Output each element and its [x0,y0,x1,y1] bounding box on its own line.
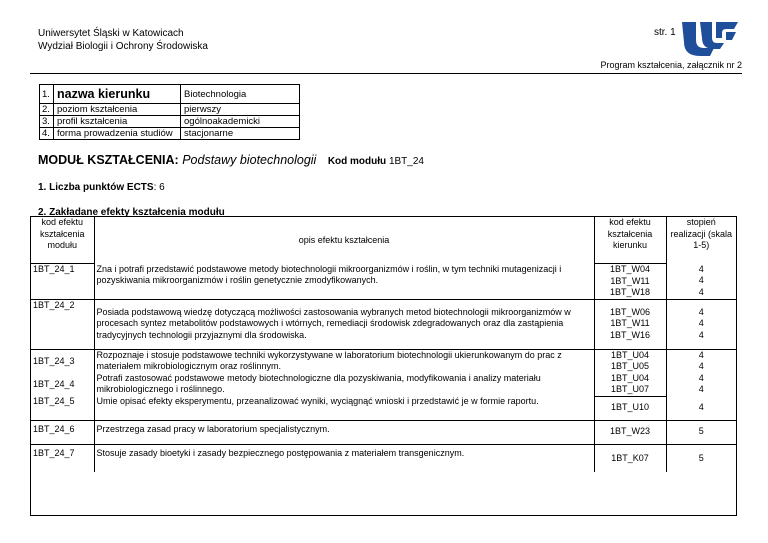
effect-program-codes [594,299,666,349]
effect-program-codes [594,420,666,444]
effect-degrees [666,264,736,300]
effect-code: 1BT_24_7 [31,444,94,472]
degree-value: 4 [698,286,704,297]
info-row-key: profil kształcenia [54,116,181,128]
info-row-number: 3. [40,116,54,128]
page-number: str. 1 [654,27,676,38]
header-institution [38,27,208,53]
info-row [40,85,300,104]
program-code: 1BT_U10 [610,402,650,413]
university-name: Uniwersytet Śląski w Katowicach [38,28,184,39]
program-code: 1BT_W16 [609,329,651,340]
program-code: 1BT_K07 [611,452,649,463]
effect-row [31,264,736,300]
info-row-number: 2. [40,104,54,116]
module-name: Podstawy biotechnologii [182,153,317,167]
degree-value: 4 [698,372,704,383]
header-description: opis efektu kształcenia [94,217,594,264]
program-code: 1BT_W06 [609,306,651,317]
program-code: 1BT_W11 [610,318,650,328]
header-program-code: kod efektu kształcenia kierunku [594,217,666,264]
info-row-number: 1. [40,85,54,104]
degree-value: 5 [698,452,704,463]
effect-description: Rozpoznaje i stosuje podstawowe techniki wykorzystywane w laboratorium biotechnologii ukierunkowanym do prac z materiałem mikrobiologicznym oraz roślinnym. [94,349,594,373]
effect-code: 1BT_24_3 [31,349,94,373]
program-code: 1BT_U04 [610,372,650,383]
effect-program-codes [594,396,666,420]
ects-label: 1. Liczba punktów ECTS [38,182,154,193]
effect-degrees [666,299,736,349]
effect-row [31,444,736,472]
effect-degrees [666,420,736,444]
annex-label: Program kształcenia, załącznik nr 2 [600,60,742,70]
degree-value: 4 [698,306,704,317]
degree-value: 4 [698,361,704,371]
effect-description: Potrafi zastosować podstawowe metody biotechnologiczne dla pozyskiwania, modyfikowania i analizy materiału mikrobiologicznego i roślinnego. [94,373,594,396]
effects-section-title: 2. Zakładane efekty kształcenia modułu [38,207,225,218]
degree-value: 4 [698,263,704,274]
module-label: MODUŁ KSZTAŁCENIA: [38,153,179,167]
learning-effects-table [31,217,736,472]
module-code-value: 1BT_24 [388,156,424,167]
effect-program-codes [594,264,666,300]
effect-degrees [666,349,736,396]
info-row [40,116,300,128]
program-code: 1BT_W04 [609,264,651,274]
programme-info-table [39,84,300,140]
effect-code: 1BT_24_5 [33,396,75,406]
program-code: 1BT_U05 [610,361,650,371]
degree-value: 4 [698,275,704,285]
program-code: 1BT_W18 [609,287,651,297]
module-code-label: Kod modułu [327,156,387,167]
effect-code: 1BT_24_2 [31,299,94,349]
header-divider [30,73,742,74]
info-row-key: forma prowadzenia studiów [54,128,181,140]
info-row-key: nazwa kierunku [54,85,181,104]
effect-code: 1BT_24_1 [33,264,75,274]
degree-value: 5 [698,426,704,437]
effect-description: Przestrzega zasad pracy w laboratorium specjalistycznym. [94,420,594,444]
university-logo-icon [680,18,740,58]
program-code: 1BT_U07 [610,384,650,394]
header-degree: stopień realizacji (skala 1-5) [666,217,736,264]
program-code: 1BT_U04 [610,349,650,360]
program-code: 1BT_W11 [610,275,650,286]
effect-description: Stosuje zasady bioetyki i zasady bezpiecznego postępowania z materiałem transgenicznym. [94,444,594,472]
effect-description: Zna i potrafi przedstawić podstawowe metody biotechnologii mikroorganizmów i roślin, w tym techniki mutagenizacji i pozyskiwania mikroorganizmów i roślin genetycznie zmodyfikowanych. [94,264,594,300]
effect-program-codes [594,444,666,472]
effect-row [31,349,736,373]
effect-row [31,299,736,349]
effect-degrees [666,396,736,420]
info-row-value: stacjonarne [181,128,300,140]
info-row [40,104,300,116]
effect-degrees [666,444,736,472]
effect-code: 1BT_24_6 [31,420,94,444]
ects-value: : 6 [153,182,165,193]
effect-row [31,396,736,420]
effect-description: Umie opisać efekty eksperymentu, przeanalizować wyniki, wyciągnąć wnioski i przedstawić je w formie raportu. [94,396,594,420]
faculty-name: Wydział Biologii i Ochrony Środowiska [38,41,208,52]
degree-value: 4 [698,384,704,394]
info-row-number: 4. [40,128,54,140]
program-code: 1BT_W23 [609,426,651,437]
module-title [38,153,424,167]
info-row-value: ogólnoakademicki [181,116,300,128]
degree-value: 4 [698,349,704,360]
effect-row [31,420,736,444]
effects-header-row [31,217,736,264]
effect-program-codes [594,349,666,396]
info-row-value: Biotechnologia [181,85,300,104]
info-row [40,128,300,140]
module-code [328,156,424,167]
info-row-key: poziom kształcenia [54,104,181,116]
header-code: kod efektu kształcenia modułu [31,217,94,264]
degree-value: 4 [698,329,704,340]
degree-value: 4 [698,402,704,412]
effect-description: Posiada podstawową wiedzę dotyczącą możliwości zastosowania wybranych metod biotechnologii mikroorganizmów w procesach syntez metabolitów podstawowych i wtórnych, remediacji środowisk zdegradowanych oraz dla zastąpienia tradycyjnych technologii przyjaznymi dla środowiska. [94,299,594,349]
effect-code: 1BT_24_4 [33,378,75,389]
degree-value: 4 [698,318,704,328]
info-row-value: pierwszy [181,104,300,116]
ects-line [38,182,165,193]
